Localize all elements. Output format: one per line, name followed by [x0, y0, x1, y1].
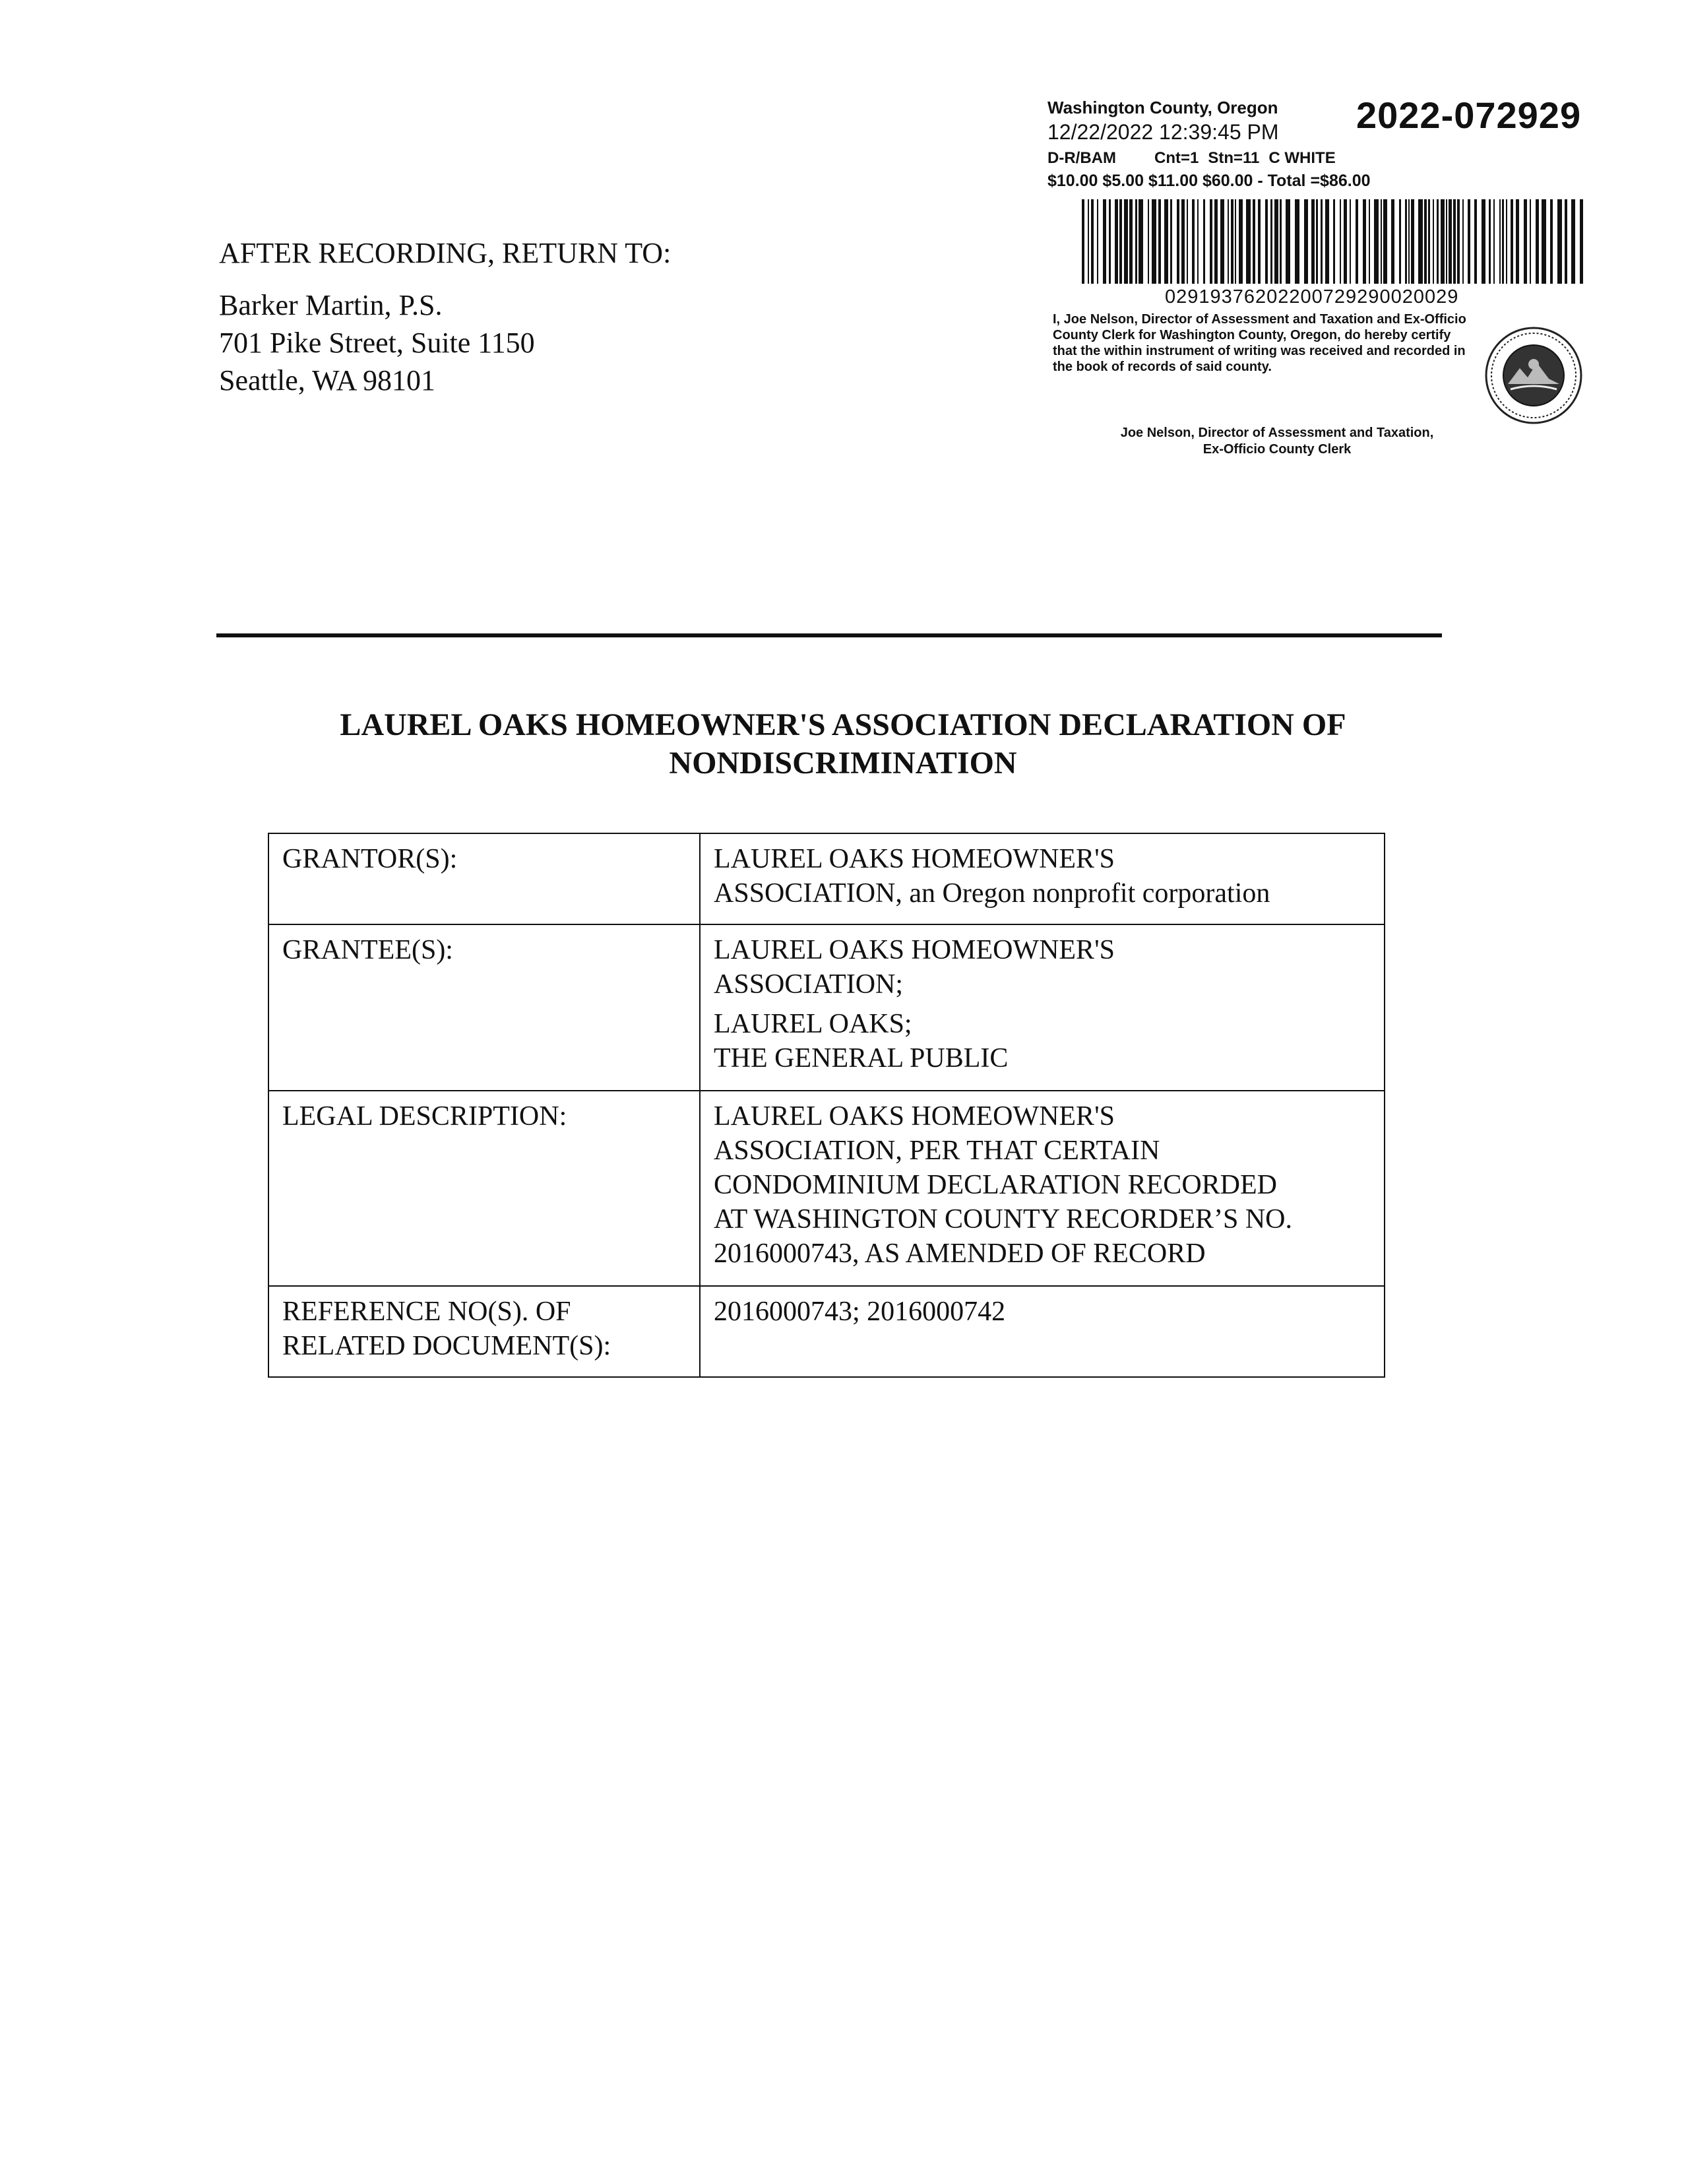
- barcode-bar: [1265, 199, 1268, 284]
- barcode-bar: [1446, 199, 1447, 284]
- legal-line: AT WASHINGTON COUNTY RECORDER’S NO.: [714, 1204, 1292, 1235]
- barcode-bar: [1356, 199, 1358, 284]
- legal-description-label: LEGAL DESCRIPTION:: [268, 1091, 700, 1286]
- barcode-bar: [1408, 199, 1410, 284]
- barcode-image: [1082, 199, 1583, 284]
- barcode-bar: [1274, 199, 1278, 284]
- barcode-bar: [1482, 199, 1485, 284]
- barcode-bar: [1152, 199, 1156, 284]
- county-seal-icon: [1484, 326, 1583, 425]
- barcode-bar: [1082, 199, 1084, 284]
- barcode-bar: [1499, 199, 1501, 284]
- barcode-bar: [1363, 199, 1366, 284]
- barcode-bar: [1493, 199, 1495, 284]
- table-row-legal: [268, 1091, 1385, 1286]
- barcode-bar: [1321, 199, 1323, 284]
- barcode-bar: [1381, 199, 1382, 284]
- barcode-bar: [1333, 199, 1335, 284]
- reference-label-line: RELATED DOCUMENT(S):: [282, 1331, 611, 1361]
- table-row-grantee: [268, 924, 1385, 1091]
- barcode-bar: [1088, 199, 1089, 284]
- barcode-bar: [1097, 199, 1098, 284]
- barcode-bar: [1228, 199, 1229, 284]
- barcode-bar: [1453, 199, 1456, 284]
- table-row-reference: [268, 1286, 1385, 1377]
- barcode-bar: [1542, 199, 1546, 284]
- recording-stamp: [1041, 94, 1582, 470]
- barcode-bar: [1468, 199, 1470, 284]
- barcode-bar: [1530, 199, 1531, 284]
- barcode-bar: [1457, 199, 1460, 284]
- barcode-bar: [1536, 199, 1539, 284]
- barcode-bar: [1220, 199, 1224, 284]
- signature-line-1: Joe Nelson, Director of Assessment and Taxation,: [1120, 426, 1434, 440]
- barcode-bar: [1424, 199, 1427, 284]
- return-city: Seattle, WA 98101: [219, 364, 435, 397]
- barcode-bar: [1246, 199, 1251, 284]
- barcode-bar: [1344, 199, 1347, 284]
- barcode-bar: [1516, 199, 1519, 284]
- barcode-bar: [1235, 199, 1236, 284]
- title-line-1: LAUREL OAKS HOMEOWNER'S ASSOCIATION DECLARATION OF: [340, 707, 1346, 742]
- horizontal-rule: [216, 633, 1442, 637]
- document-number: 2022-072929: [1356, 94, 1582, 136]
- barcode-bar: [1524, 199, 1527, 284]
- signature-line-2: Ex-Officio County Clerk: [1202, 442, 1352, 457]
- reference-label-line: REFERENCE NO(S). OF: [282, 1297, 571, 1327]
- county-name: Washington County, Oregon: [1047, 98, 1278, 117]
- barcode-bar: [1187, 199, 1188, 284]
- barcode-bar: [1181, 199, 1185, 284]
- barcode-digits: 02919376202200729290020029: [1165, 286, 1459, 307]
- grantee-line: THE GENERAL PUBLIC: [714, 1043, 1009, 1074]
- legal-line: 2016000743, AS AMENDED OF RECORD: [714, 1238, 1206, 1269]
- barcode-bar: [1139, 199, 1143, 284]
- barcode-bar: [1129, 199, 1133, 284]
- barcode-bar: [1418, 199, 1423, 284]
- barcode-bar: [1437, 199, 1439, 284]
- barcode-bar: [1428, 199, 1430, 284]
- barcode-bar: [1506, 199, 1507, 284]
- barcode-bar: [1286, 199, 1290, 284]
- return-name: Barker Martin, P.S.: [219, 289, 443, 321]
- barcode-bar: [1158, 199, 1161, 284]
- document-title: [0, 706, 1686, 783]
- barcode-bar: [1383, 199, 1387, 284]
- grantee-line: LAUREL OAKS;: [714, 1009, 912, 1039]
- barcode-bar: [1411, 199, 1414, 284]
- barcode-bar: [1565, 199, 1567, 284]
- barcode-bar: [1557, 199, 1562, 284]
- barcode-bar: [1369, 199, 1370, 284]
- barcode-bar: [1164, 199, 1168, 284]
- barcode-bar: [1295, 199, 1299, 284]
- barcode-bar: [1441, 199, 1445, 284]
- barcode-bar: [1109, 199, 1111, 284]
- recording-clerk: C WHITE: [1268, 149, 1336, 167]
- barcode-bar: [1170, 199, 1172, 284]
- barcode-bar: [1304, 199, 1308, 284]
- barcode-bar: [1091, 199, 1094, 284]
- barcode-bar: [1197, 199, 1199, 284]
- barcode-bar: [1135, 199, 1137, 284]
- barcode-bar: [1253, 199, 1255, 284]
- barcode-bar: [1449, 199, 1452, 284]
- recording-count: Cnt=1: [1154, 149, 1199, 167]
- barcode-bar: [1239, 199, 1243, 284]
- barcode-bar: [1148, 199, 1149, 284]
- barcode-bar: [1177, 199, 1179, 284]
- grantee-line: ASSOCIATION;: [714, 969, 904, 1000]
- legal-line: ASSOCIATION, PER THAT CERTAIN: [714, 1136, 1160, 1166]
- barcode-bar: [1210, 199, 1212, 284]
- barcode-bar: [1192, 199, 1195, 284]
- legal-line: LAUREL OAKS HOMEOWNER'S: [714, 1101, 1115, 1132]
- parties-table: [268, 833, 1385, 1378]
- legal-line: CONDOMINIUM DECLARATION RECORDED: [714, 1170, 1277, 1200]
- reference-label: [268, 1286, 700, 1377]
- recording-datetime: 12/22/2022 12:39:45 PM: [1047, 120, 1279, 144]
- grantor-line: ASSOCIATION, an Oregon nonprofit corporation: [714, 878, 1270, 909]
- barcode-bar: [1119, 199, 1122, 284]
- legal-description-value: [700, 1091, 1385, 1286]
- grantee-value: [700, 924, 1385, 1091]
- barcode-bar: [1325, 199, 1329, 284]
- barcode-bar: [1433, 199, 1434, 284]
- title-line-2: NONDISCRIMINATION: [669, 746, 1017, 781]
- grantor-label: GRANTOR(S):: [268, 833, 700, 924]
- barcode-bar: [1103, 199, 1106, 284]
- barcode-bar: [1511, 199, 1513, 284]
- return-to-label: AFTER RECORDING, RETURN TO:: [219, 237, 671, 269]
- recording-code: D-R/BAM: [1047, 149, 1116, 167]
- barcode-bar: [1350, 199, 1351, 284]
- recording-fees: $10.00 $5.00 $11.00 $60.00 - Total =$86.00: [1047, 172, 1371, 190]
- barcode-bar: [1115, 199, 1118, 284]
- barcode-bar: [1270, 199, 1272, 284]
- barcode-bar: [1231, 199, 1233, 284]
- barcode-bar: [1340, 199, 1341, 284]
- grantee-line: LAUREL OAKS HOMEOWNER'S: [714, 935, 1115, 965]
- barcode-bar: [1316, 199, 1318, 284]
- barcode-bar: [1462, 199, 1464, 284]
- barcode-bar: [1311, 199, 1315, 284]
- certification-text: I, Joe Nelson, Director of Assessment and Taxation and Ex-Officio County Clerk for Washington County, Oregon, do hereby certify that the within instrument of writing was received and recorded in the book of records of said county.: [1053, 312, 1466, 374]
- recording-meta: [1047, 149, 1374, 168]
- table-row-grantor: [268, 833, 1385, 924]
- barcode-bar: [1214, 199, 1218, 284]
- barcode-bar: [1489, 199, 1491, 284]
- recording-station: Stn=11: [1208, 149, 1260, 167]
- barcode-bar: [1203, 199, 1205, 284]
- grantee-label: GRANTEE(S):: [268, 924, 700, 1091]
- barcode-bar: [1571, 199, 1575, 284]
- barcode-bar: [1580, 199, 1583, 284]
- barcode-bar: [1399, 199, 1401, 284]
- barcode-bar: [1391, 199, 1394, 284]
- return-street: 701 Pike Street, Suite 1150: [219, 327, 535, 359]
- barcode-bar: [1474, 199, 1477, 284]
- barcode-bar: [1374, 199, 1379, 284]
- barcode-bar: [1280, 199, 1282, 284]
- barcode-bar: [1502, 199, 1504, 284]
- grantor-line: LAUREL OAKS HOMEOWNER'S: [714, 844, 1115, 874]
- barcode-bar: [1124, 199, 1128, 284]
- barcode-bar: [1258, 199, 1261, 284]
- barcode-bar: [1550, 199, 1553, 284]
- reference-value: 2016000743; 2016000742: [700, 1286, 1385, 1377]
- barcode-bar: [1405, 199, 1407, 284]
- return-address-block: [219, 236, 671, 399]
- grantor-value: [700, 833, 1385, 924]
- clerk-signature-line: [1066, 425, 1488, 458]
